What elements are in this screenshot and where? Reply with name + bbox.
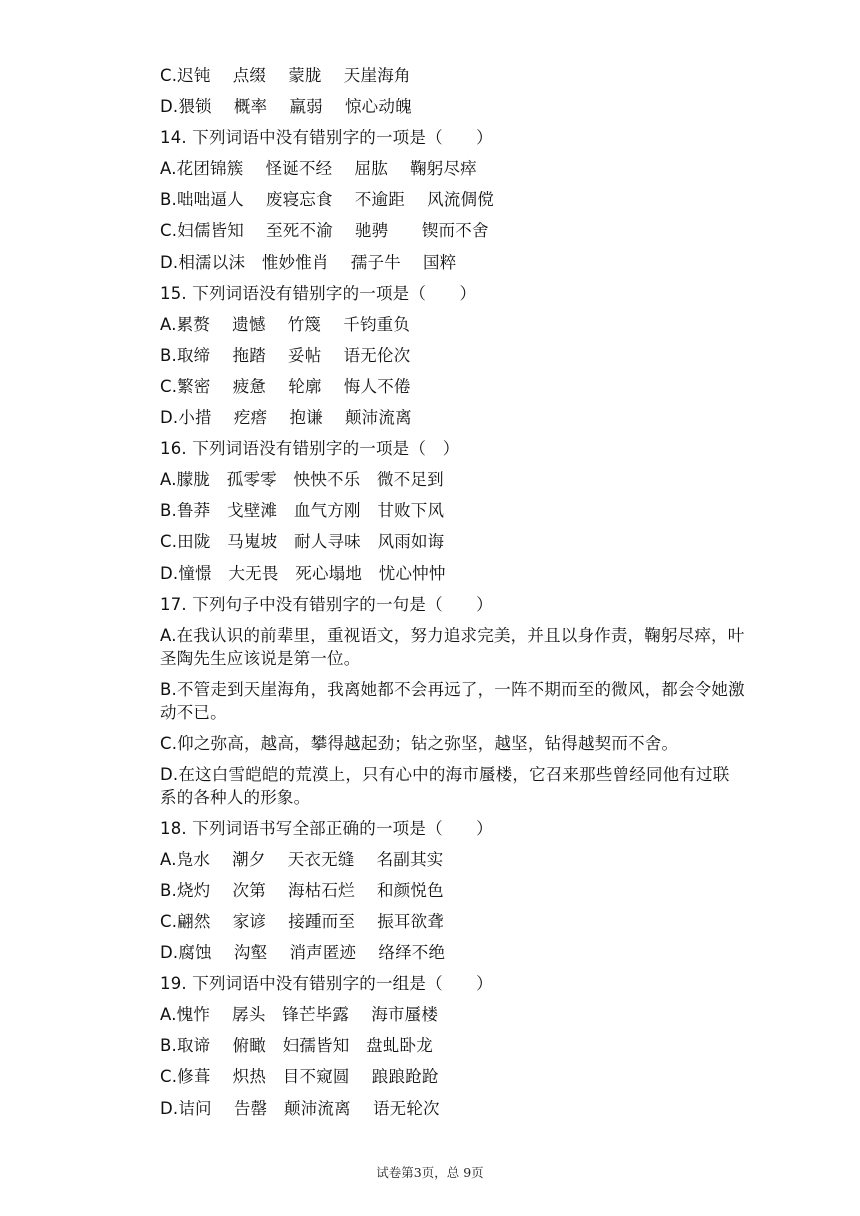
answer-line: A.花团锦簇 怪诞不经 屈肱 鞠躬尽瘁 xyxy=(160,159,477,179)
answer-line: D.小措 疙瘩 抱谦 颠沛流离 xyxy=(160,408,412,428)
answer-line: B.取缔 拖踏 妥帖 语无伦次 xyxy=(160,345,411,365)
answer-line: D.猥锁 概率 羸弱 惊心动魄 xyxy=(160,97,412,117)
question-line: 14. 下列词语中没有错别字的一项是（ ） xyxy=(160,128,493,148)
answer-line: A.累赘 遗憾 竹篾 千钧重负 xyxy=(160,314,411,334)
answer-line: D.诘问 告罄 颠沛流离 语无轮次 xyxy=(160,1098,440,1118)
answer-line: C.田陇 马嵬坡 耐人寻味 风雨如诲 xyxy=(160,532,445,552)
question-line: 17. 下列句子中没有错别字的一句是（ ） xyxy=(160,594,493,614)
answer-line: B.烧灼 次第 海枯石烂 和颜悦色 xyxy=(160,880,444,900)
answer-paragraph: D.在这白雪皑皑的荒漠上，只有心中的海市蜃楼，它召来那些曾经同他有过联系的各种人的形象。 xyxy=(160,764,730,807)
answer-line: B.取谛 俯瞰 妇孺皆知 盘虬卧龙 xyxy=(160,1036,433,1056)
answer-line: D.相濡以沫 惟妙惟肖 孺子牛 国粹 xyxy=(160,252,457,272)
answer-line: B.鲁莽 戈壁滩 血气方刚 甘败下风 xyxy=(160,501,445,521)
answer-line: D.腐蚀 沟壑 消声匿迹 络绎不绝 xyxy=(160,943,446,963)
question-line: 16. 下列词语没有错别字的一项是（ ） xyxy=(160,439,460,459)
question-line: 15. 下列词语没有错别字的一项是（ ） xyxy=(160,283,477,303)
answer-line: B.咄咄逼人 废寝忘食 不逾距 风流倜傥 xyxy=(160,190,494,210)
answer-line: D.憧憬 大无畏 死心塌地 忧心忡忡 xyxy=(160,563,446,583)
answer-line: C.翩然 家谚 接踵而至 振耳欲聋 xyxy=(160,911,445,931)
question-line: 18. 下列词语书写全部正确的一项是（ ） xyxy=(160,818,493,838)
question-content xyxy=(160,60,745,1124)
question-line: 19. 下列词语中没有错别字的一组是（ ） xyxy=(160,974,493,994)
answer-line: C.繁密 疲惫 轮廓 悔人不倦 xyxy=(160,376,411,396)
answer-paragraph: A.在我认识的前辈里，重视语文，努力追求完美，并且以身作责，鞠躬尽瘁，叶圣陶先生应该说是第一位。 xyxy=(160,625,745,668)
answer-paragraph: C.仰之弥高，越高，攀得越起劲；钻之弥坚，越坚，钻得越契而不舍。 xyxy=(160,733,679,753)
page-footer: 试卷第3页，总 9页 xyxy=(376,1165,484,1180)
answer-line: A.凫水 潮夕 天衣无缝 名副其实 xyxy=(160,849,444,869)
answer-line: A.朦胧 孤零零 怏怏不乐 微不足到 xyxy=(160,470,444,490)
answer-line: C.迟钝 点缀 蒙胧 天崖海角 xyxy=(160,66,411,85)
answer-line: A.愧怍 孱头 锋芒毕露 海市蜃楼 xyxy=(160,1005,439,1025)
answer-line: C.妇儒皆知 至死不渝 驰骋 锲而不舍 xyxy=(160,221,489,241)
answer-paragraph: B.不管走到天崖海角，我离她都不会再远了，一阵不期而至的微风，都会令她激动不已。 xyxy=(160,679,745,722)
answer-line: C.修葺 炽热 目不窥圆 踉踉跄跄 xyxy=(160,1067,439,1087)
